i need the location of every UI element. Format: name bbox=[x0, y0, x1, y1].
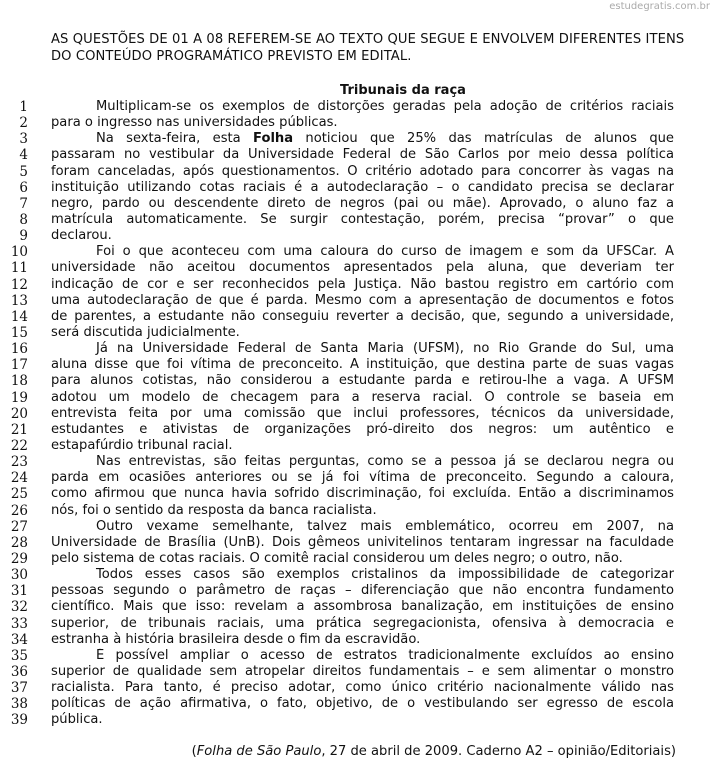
line-text: para alunos cotistas, não considerou a estudante parda e retirou-lhe a vaga. A UFSM bbox=[51, 373, 674, 389]
line-text: Universidade de Brasília (UnB). Dois gêmeos univitelinos tentaram ingressar na faculdade bbox=[51, 534, 674, 550]
article-line bbox=[0, 373, 716, 389]
line-text: Nas entrevistas, são feitas perguntas, como se a pessoa já se declarou negra ou bbox=[96, 454, 674, 470]
article-line bbox=[0, 293, 716, 309]
source-publication: Folha de São Paulo bbox=[196, 744, 322, 759]
line-number: 18 bbox=[10, 373, 28, 390]
article-line bbox=[0, 438, 716, 454]
line-number: 17 bbox=[10, 357, 28, 374]
line-number: 9 bbox=[19, 228, 28, 245]
line-text: negro, pardo ou descendente direto de negros (pai ou mãe). Aprovado, o aluno faz a bbox=[51, 195, 674, 211]
article-body bbox=[0, 99, 716, 728]
instructions-text: AS QUESTÕES DE 01 A 08 REFEREM-SE AO TEXTO QUE SEGUE E ENVOLVEM DIFERENTES ITENS DO CONTEÚDO PROGRAMÁTICO PREVISTO EM EDITAL. bbox=[51, 32, 685, 64]
article-line bbox=[0, 341, 716, 357]
line-number: 27 bbox=[10, 518, 28, 535]
line-number: 6 bbox=[19, 179, 28, 196]
line-text: de parentes, a estudante não conseguiu reverter a decisão, que, segundo a universidade, bbox=[51, 308, 674, 324]
article-line bbox=[0, 147, 716, 163]
article-line bbox=[0, 632, 716, 648]
article-line bbox=[0, 648, 716, 664]
line-text: Foi o que aconteceu com uma caloura do curso de imagem e som da UFSCar. A bbox=[96, 244, 674, 260]
article-line bbox=[0, 390, 716, 406]
line-number: 10 bbox=[10, 244, 28, 261]
article-line bbox=[0, 180, 716, 196]
line-text: foram canceladas, após questionamentos. O critério adotado para concorrer às vagas na bbox=[51, 163, 674, 179]
line-text: declarou. bbox=[51, 228, 112, 244]
line-text: entrevista feita por uma comissão que inclui professores, técnicos da universidade, bbox=[51, 405, 674, 421]
line-number: 25 bbox=[10, 486, 28, 503]
line-number: 32 bbox=[10, 599, 28, 616]
article-line bbox=[0, 519, 716, 535]
article-title: Tribunais da raça bbox=[340, 83, 466, 98]
article-line bbox=[0, 503, 716, 519]
line-text: estranha à história brasileira desde o fim da escravidão. bbox=[51, 631, 421, 647]
line-text: adotou um modelo de checagem para a reserva racial. O controle se baseia em bbox=[51, 389, 674, 405]
line-number: 36 bbox=[10, 663, 28, 680]
line-text: É possível ampliar o acesso de estratos tradicionalmente excluídos ao ensino bbox=[96, 647, 674, 663]
line-number: 11 bbox=[10, 260, 28, 277]
article-line bbox=[0, 164, 716, 180]
line-number: 20 bbox=[10, 405, 28, 422]
line-text: estapafúrdio tribunal racial. bbox=[51, 437, 233, 453]
line-number: 26 bbox=[10, 502, 28, 519]
source-details: , 27 de abril de 2009. Caderno A2 – opinião/Editoriais) bbox=[321, 744, 676, 759]
line-text: pelo sistema de cotas raciais. O comitê racial considerou um deles negro; o outro, não. bbox=[51, 550, 623, 566]
article-line bbox=[0, 244, 716, 260]
article-line bbox=[0, 115, 716, 131]
article-line bbox=[0, 131, 716, 147]
line-number: 21 bbox=[10, 421, 28, 438]
line-text: universidade não aceitou documentos apresentados pela aluna, que deveriam ter bbox=[51, 260, 674, 276]
line-number: 29 bbox=[10, 550, 28, 567]
line-text: indicação de cor e ser reconhecidos pela Justiça. Não bastou registro em cartório com bbox=[51, 276, 674, 292]
line-text: parda em ocasiões anteriores ou se já foi vítima de preconceito. Segundo a caloura, bbox=[51, 470, 674, 486]
line-number: 7 bbox=[19, 195, 28, 212]
line-number: 1 bbox=[19, 99, 28, 115]
line-text: superior, de tribunais raciais, uma prática segregacionista, ofensiva à democracia e bbox=[51, 615, 674, 631]
line-text: passaram no vestibular da Universidade Federal de São Carlos por meio dessa política bbox=[51, 147, 674, 163]
line-text: superior de qualidade sem atropelar direitos fundamentais – e sem alimentar o monstro bbox=[51, 663, 674, 679]
line-text: Todos esses casos são exemplos cristalinos da impossibilidade de categorizar bbox=[96, 567, 674, 583]
article-line bbox=[0, 486, 716, 502]
article-source bbox=[0, 744, 676, 759]
line-text: uma autodeclaração de que é parda. Mesmo com a apresentação de documentos e fotos bbox=[51, 292, 674, 308]
article-line bbox=[0, 712, 716, 728]
line-text: racialista. Para tanto, é preciso adotar, como único critério nacionalmente válido nas bbox=[51, 680, 674, 696]
line-text: matrícula automaticamente. Se surgir contestação, porém, precisa “provar” o que bbox=[51, 211, 674, 227]
line-text: para o ingresso nas universidades públicas. bbox=[51, 115, 338, 131]
line-text: científico. Mais que isso: revelam a assombrosa banalização, em instituições de ensino bbox=[51, 599, 674, 615]
newspaper-name: Folha bbox=[253, 131, 294, 147]
line-text: Multiplicam-se os exemplos de distorções geradas pela adoção de critérios raciais bbox=[96, 99, 674, 114]
line-number: 39 bbox=[10, 712, 28, 729]
article-line bbox=[0, 277, 716, 293]
line-text: Já na Universidade Federal de Santa Maria (UFSM), no Rio Grande do Sul, uma bbox=[96, 341, 674, 357]
line-text: nós, foi o sentido da resposta da banca racialista. bbox=[51, 502, 377, 518]
article-line bbox=[0, 228, 716, 244]
line-number: 5 bbox=[19, 163, 28, 180]
line-text: pública. bbox=[51, 712, 103, 728]
line-number: 38 bbox=[10, 696, 28, 713]
line-text: aluna disse que foi vítima de preconceito. A instituição, que destina parte de suas vagas bbox=[51, 357, 674, 373]
line-number: 16 bbox=[10, 341, 28, 358]
article-line bbox=[0, 325, 716, 341]
watermark: estudegratis.com.br bbox=[609, 1, 710, 12]
article-line bbox=[0, 406, 716, 422]
line-text: será discutida judicialmente. bbox=[51, 324, 240, 340]
line-number: 14 bbox=[10, 308, 28, 325]
article-line bbox=[0, 535, 716, 551]
line-number: 28 bbox=[10, 534, 28, 551]
line-number: 31 bbox=[10, 583, 28, 600]
article-line bbox=[0, 99, 716, 115]
article-line bbox=[0, 583, 716, 599]
article-line bbox=[0, 616, 716, 632]
line-text: instituição utilizando cotas raciais é a autodeclaração – o candidato precisa se declarar bbox=[51, 179, 674, 195]
line-number: 30 bbox=[10, 567, 28, 584]
article-line bbox=[0, 599, 716, 615]
article-line bbox=[0, 196, 716, 212]
line-number: 19 bbox=[10, 389, 28, 406]
line-number: 35 bbox=[10, 647, 28, 664]
article-line bbox=[0, 357, 716, 373]
line-number: 24 bbox=[10, 470, 28, 487]
line-text: Na sexta-feira, esta Folha noticiou que 25% das matrículas de alunos que bbox=[96, 131, 674, 147]
line-number: 2 bbox=[19, 115, 28, 132]
article-line bbox=[0, 454, 716, 470]
line-number: 37 bbox=[10, 680, 28, 697]
article-line bbox=[0, 567, 716, 583]
line-number: 8 bbox=[19, 211, 28, 228]
line-text: Outro vexame semelhante, talvez mais emblemático, ocorreu em 2007, na bbox=[96, 518, 674, 534]
article-line bbox=[0, 422, 716, 438]
line-number: 22 bbox=[10, 437, 28, 454]
line-number: 23 bbox=[10, 454, 28, 471]
article-line bbox=[0, 212, 716, 228]
line-text: como afirmou que nunca havia sofrido discriminação, foi excluída. Então a discriminamos bbox=[51, 486, 674, 502]
line-number: 12 bbox=[10, 276, 28, 293]
line-text: estudantes e ativistas de organizações pró-direito dos negros: um autêntico e bbox=[51, 421, 674, 437]
article-line bbox=[0, 551, 716, 567]
article-line bbox=[0, 664, 716, 680]
article-line bbox=[0, 696, 716, 712]
line-text: políticas de ação afirmativa, o fato, objetivo, de o vestibulando ser egresso de escola bbox=[51, 696, 674, 712]
article-line bbox=[0, 309, 716, 325]
article-line bbox=[0, 470, 716, 486]
line-number: 13 bbox=[10, 292, 28, 309]
line-number: 4 bbox=[19, 147, 28, 164]
line-number: 15 bbox=[10, 324, 28, 341]
article-line bbox=[0, 260, 716, 276]
line-text: pessoas segundo o parâmetro de raças – diferenciação que não encontra fundamento bbox=[51, 583, 674, 599]
article-line bbox=[0, 680, 716, 696]
line-number: 33 bbox=[10, 615, 28, 632]
source-open-paren: ( bbox=[191, 744, 197, 759]
line-number: 3 bbox=[19, 131, 28, 148]
line-number: 34 bbox=[10, 631, 28, 648]
